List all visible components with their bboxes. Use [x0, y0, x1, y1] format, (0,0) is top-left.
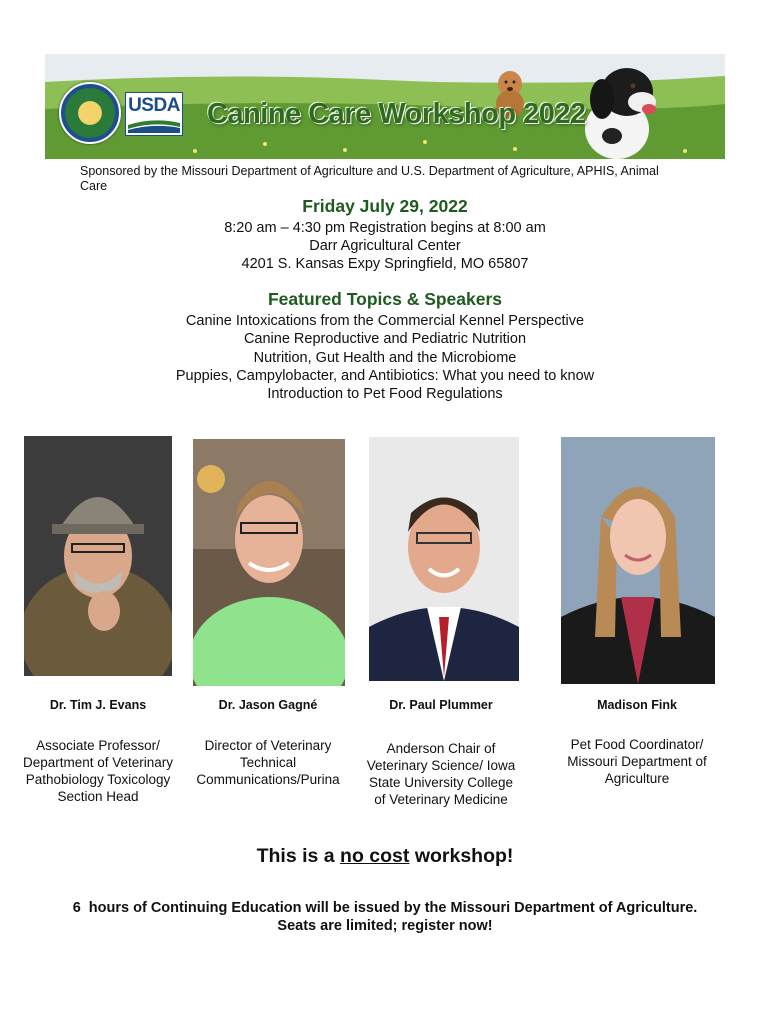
topic-item: Puppies, Campylobacter, and Antibiotics: What you need to know — [175, 367, 595, 384]
no-cost-suffix: workshop! — [414, 845, 514, 867]
speaker-photo-plummer — [369, 437, 519, 681]
topic-item: Canine Reproductive and Pediatric Nutrition — [243, 331, 527, 348]
speaker-name: Madison Fink — [597, 698, 677, 712]
continuing-education-note — [0, 899, 770, 935]
topic-item: Introduction to Pet Food Regulations — [267, 386, 503, 403]
topic-item: Nutrition, Gut Health and the Microbiome — [253, 349, 517, 366]
speaker-name: Dr. Paul Plummer — [389, 698, 493, 712]
speaker-title: Anderson Chair of Veterinary Science/ Iowa State University College of Veterinary Medicine — [366, 741, 516, 807]
no-cost-emphasis: no cost — [340, 845, 410, 867]
topics-heading: Featured Topics & Speakers — [267, 289, 503, 309]
event-date: Friday July 29, 2022 — [302, 196, 468, 216]
speaker-title: Associate Professor/ Department of Veterinary Pathobiology Toxicology Section Head — [22, 738, 174, 804]
speaker-title: Director of Veterinary Technical Communications/Purina — [196, 738, 340, 787]
header-banner — [45, 54, 725, 159]
event-venue: Darr Agricultural Center — [309, 238, 461, 254]
topic-item: Canine Intoxications from the Commercial Kennel Perspective — [185, 313, 585, 329]
speaker-name: Dr. Tim J. Evans — [49, 698, 147, 712]
missouri-agriculture-seal-logo — [59, 82, 121, 144]
speaker-photo-gagne — [193, 439, 345, 686]
speaker-photo-fink — [561, 437, 715, 684]
usda-logo-text: USDA — [128, 95, 180, 116]
ce-line-1: 6 hours of Continuing Education will be issued by the Missouri Department of Agriculture. — [72, 900, 698, 916]
topics-list — [0, 312, 770, 403]
usda-logo — [125, 92, 183, 136]
event-address: 4201 S. Kansas Expy Springfield, MO 65807 — [241, 256, 529, 272]
sponsor-text: Sponsored by the Missouri Department of Agriculture and U.S. Department of Agriculture, APHIS, Animal Care — [80, 164, 659, 193]
ce-line-2: Seats are limited; register now! — [277, 918, 493, 934]
banner-title: Canine Care Workshop 2022 — [207, 98, 586, 130]
speaker-name: Dr. Jason Gagné — [218, 698, 318, 712]
usda-swoosh-icon — [128, 117, 180, 133]
speaker-photo-evans — [24, 436, 172, 676]
no-cost-statement — [0, 845, 770, 868]
speaker-title: Pet Food Coordinator/ Missouri Department of Agriculture — [567, 737, 707, 786]
event-time: 8:20 am – 4:30 pm Registration begins at 8:00 am — [224, 220, 546, 236]
no-cost-prefix: This is a — [256, 845, 335, 867]
